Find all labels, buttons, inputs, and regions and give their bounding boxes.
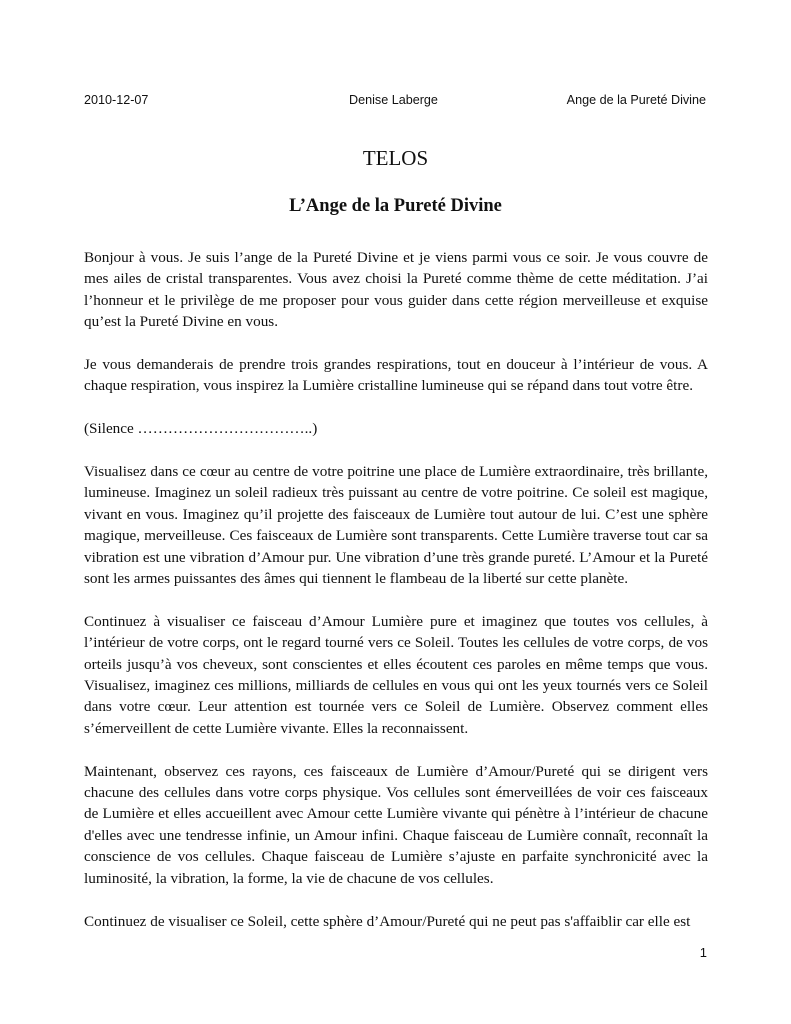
paragraph: Visualisez dans ce cœur au centre de votre poitrine une place de Lumière extraordinaire, très brillante, lumineuse. Imaginez un soleil radieux très puissant au centre de votre poitrine. Ce soleil est magique, vivant en vous. Imaginez qu’il projette des faisceaux de Lumière tout autour de lui. C’est une sphère magique, merveilleuse. Ces faisceaux de Lumière sont transparents. Cette Lumière traverse tout car sa vibration est une vibration d’Amour pur. Une vibration d’une très grande pureté. L’Amour et la Pureté sont les armes puissantes des âmes qui tiennent le flambeau de la liberté sur cette planète. (84, 463, 708, 588)
paragraph: Maintenant, observez ces rayons, ces faisceaux de Lumière d’Amour/Pureté qui se dirigent vers chacune des cellules dans votre corps physique. Vos cellules sont émerveillées de voir ces faisceaux de Lumière et elles accueillent avec Amour cette Lumière vivante qui pénètre à l’intérieur de chacune d'elles avec une tendresse infinie, un Amour infini. Chaque faisceau de Lumière connaît, reconnaît la conscience de vos cellules. Chaque faisceau de Lumière s’ajuste en parfaite synchronicité avec la luminosité, la vibration, la forme, la vie de chacune de vos cellules. (84, 762, 708, 887)
header-author: Denise Laberge (349, 93, 438, 107)
paragraph: (Silence ……………………………..) (84, 420, 318, 438)
paragraph: Continuez de visualiser ce Soleil, cette sphère d’Amour/Pureté qui ne peut pas s'affaiblir car elle est (84, 912, 691, 930)
header-date: 2010-12-07 (84, 93, 149, 107)
page-header (84, 91, 706, 109)
paragraph: Je vous demanderais de prendre trois grandes respirations, tout en douceur à l’intérieur de vous. A chaque respiration, vous inspirez la Lumière cristalline lumineuse qui se répand dans tout votre être. (84, 356, 708, 395)
header-subject: Ange de la Pureté Divine (566, 93, 706, 107)
document-body (84, 247, 708, 953)
document-title: TELOS (362, 146, 429, 170)
paragraph: Continuez à visualiser ce faisceau d’Amour Lumière pure et imaginez que toutes vos cellules, à l’intérieur de votre corps, ont le regard tourné vers ce Soleil. Toutes les cellules de votre corps, de vos orteils jusqu’à vos cheveux, sont conscientes et elles écoutent ces paroles en même temps que vous. Visualisez, imaginez ces millions, milliards de cellules en vous qui ont les yeux tournés vers ce Soleil dans votre cœur. Leur attention est tournée vers ce Soleil de Lumière. Observez comment elles s’émerveillent de cette Lumière vivante. Elles la reconnaissent. (84, 612, 708, 737)
document-subtitle: L’Ange de la Pureté Divine (289, 196, 502, 216)
paragraph: Bonjour à vous. Je suis l’ange de la Pureté Divine et je viens parmi vous ce soir. Je vous couvre de mes ailes de cristal transparentes. Vous avez choisi la Pureté comme thème de cette méditation. J’ai l’honneur et le privilège de me proposer pour vous guider dans cette région merveilleuse et exquise qu’est la Pureté Divine en vous. (84, 249, 708, 331)
page-number: 1 (699, 945, 707, 960)
